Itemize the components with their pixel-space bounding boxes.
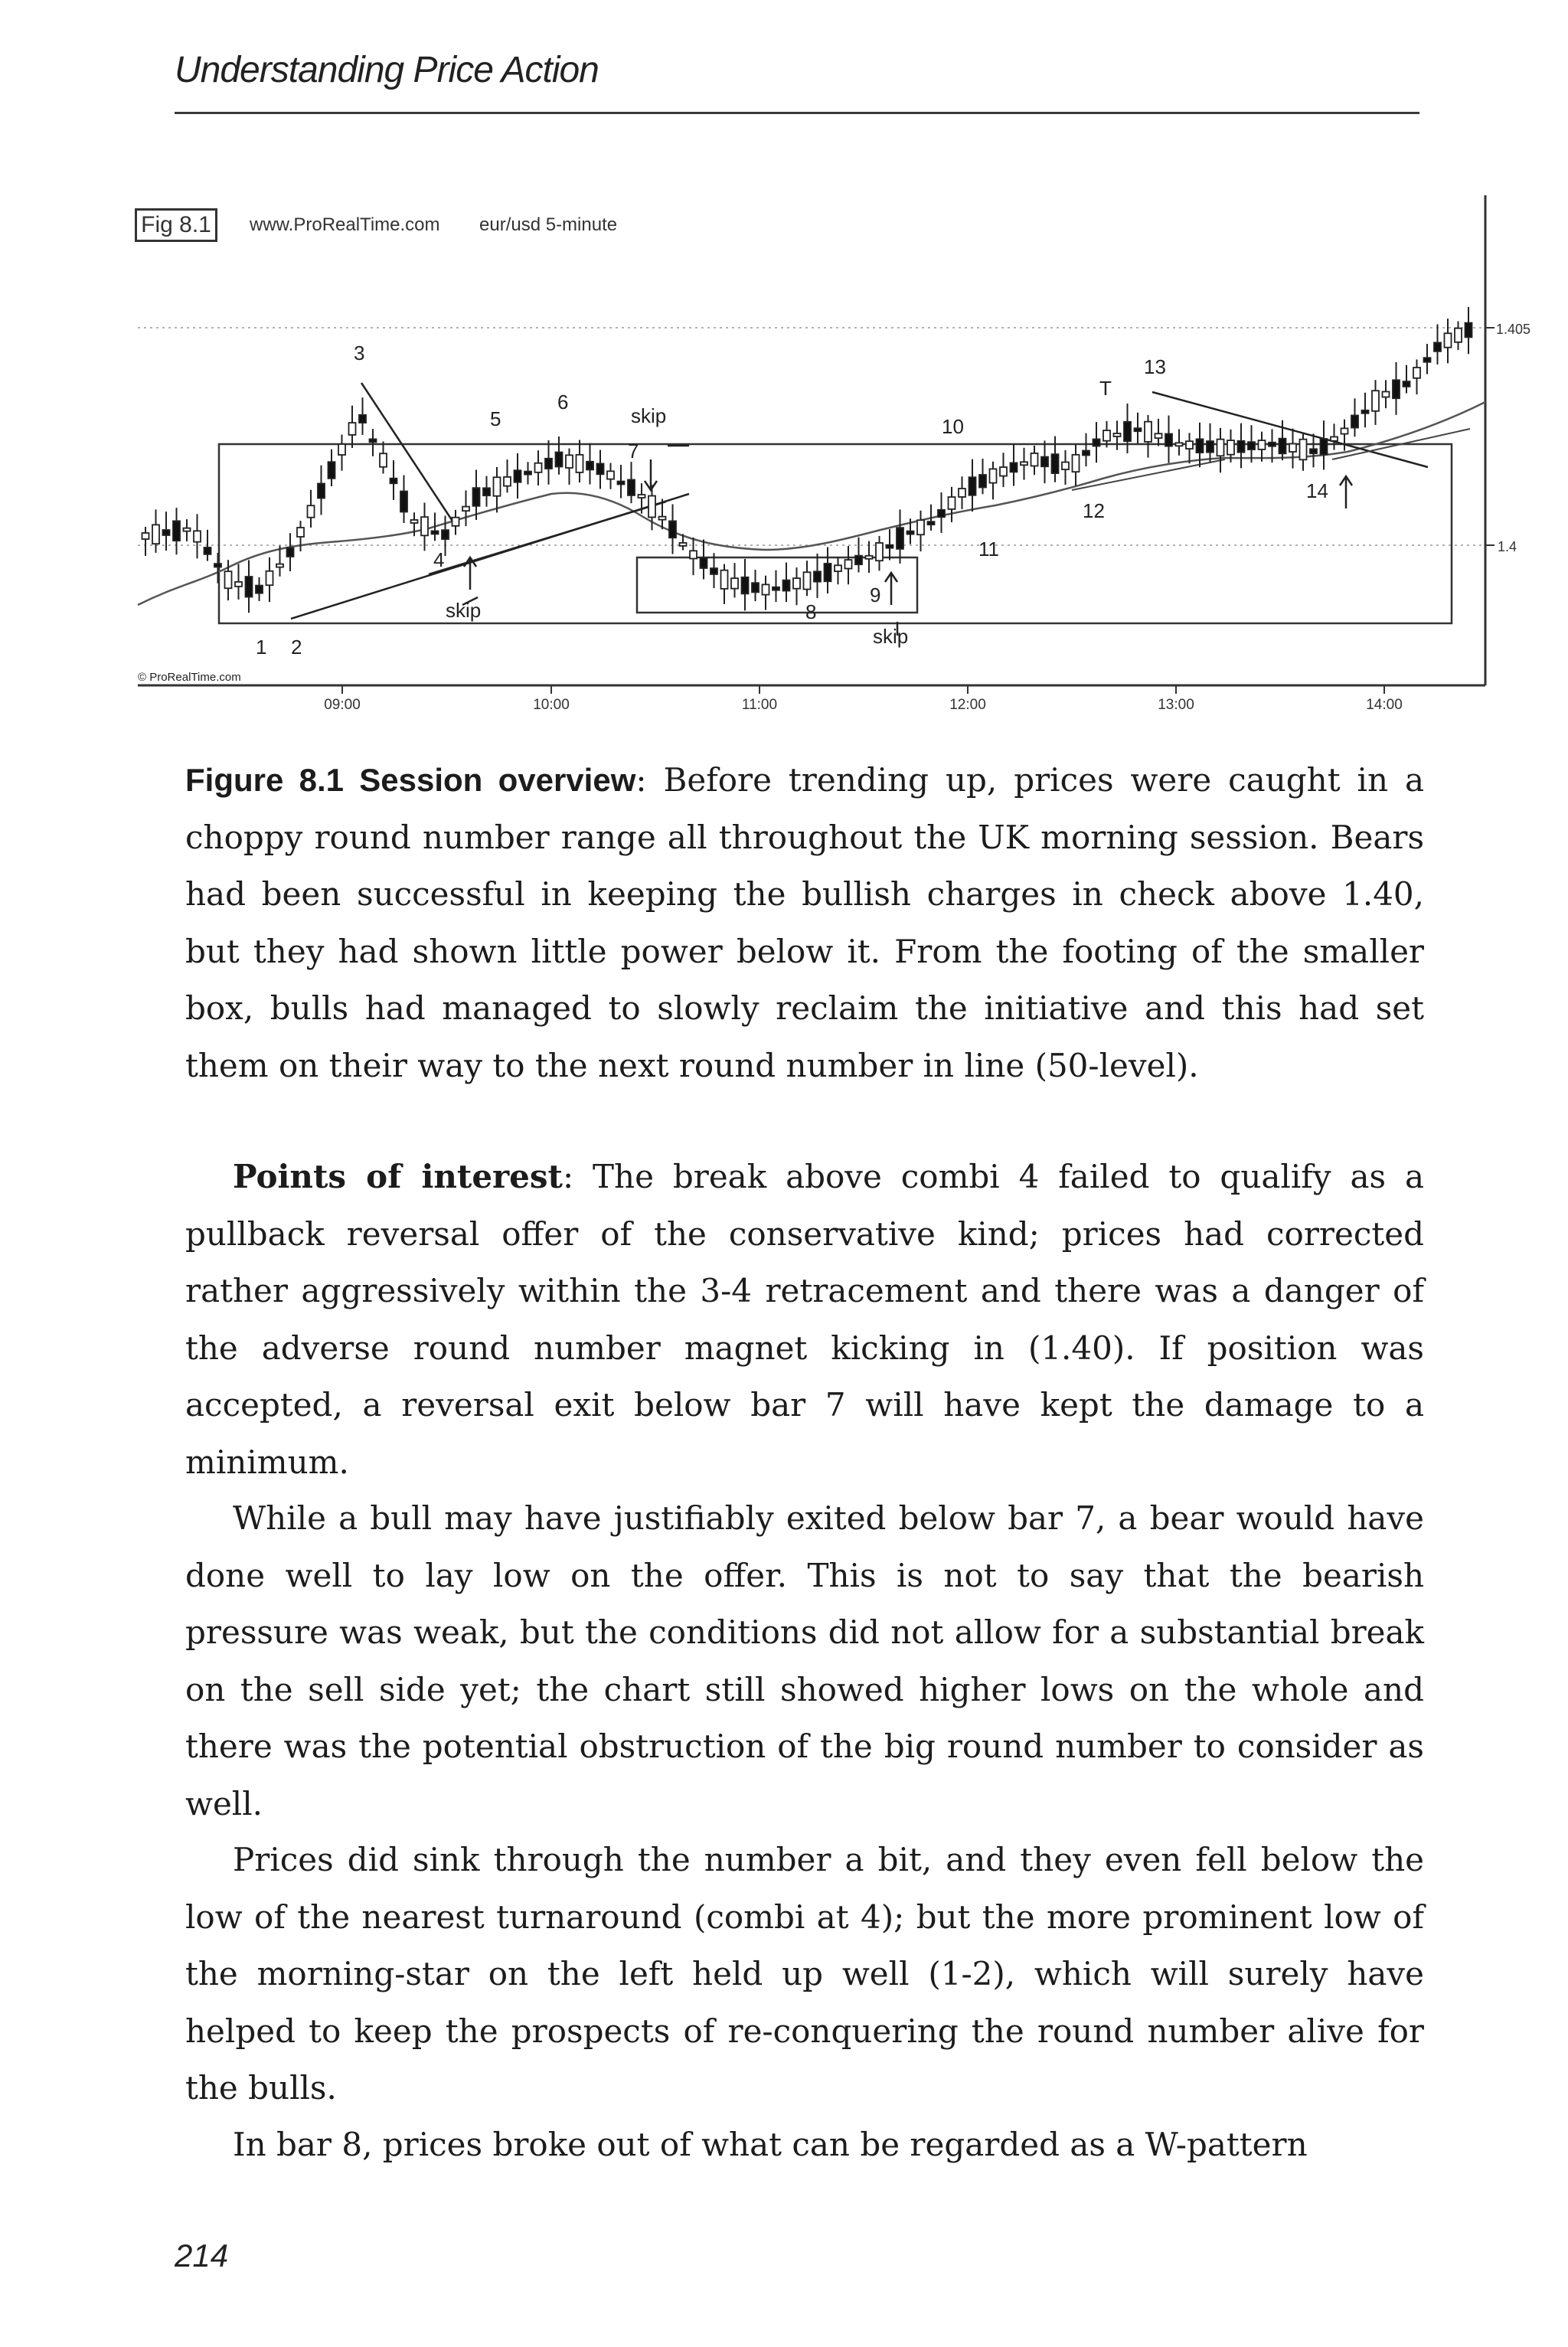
paragraph-bull-bear: While a bull may have justifiably exited below bar 7, a bear would have done well to lay low on the offer. This is not to say that the bearish pressure was weak, but the conditions did not allow for a substantial break on the sell side yet; the chart still showed higher lows on the whole and there was the potential obstruction of the big round number to consider as well. (185, 1499, 1424, 1822)
paragraph-points-of-interest (185, 1149, 1424, 1491)
candle-body-bullish (835, 565, 841, 571)
candle-body-bullish (494, 477, 501, 495)
annotation-label: 10 (942, 415, 964, 438)
candle-body-bearish (359, 415, 366, 423)
candle-body-bearish (938, 510, 945, 517)
candle-body-bearish (1165, 434, 1172, 446)
candle-body-bearish (400, 492, 407, 512)
candle-body-bullish (338, 444, 345, 455)
candle-body-bearish (214, 564, 221, 567)
candle-body-bearish (514, 470, 521, 482)
candle-body-bullish (1331, 436, 1338, 440)
candle-body-bearish (173, 521, 180, 541)
candle-body-bearish (204, 548, 211, 554)
candle-body-bearish (1403, 381, 1410, 387)
candle-body-bearish (783, 580, 790, 591)
trendline-12 (1072, 459, 1225, 490)
annotation-skip: skip (631, 404, 667, 427)
candle-body-bullish (1176, 443, 1183, 446)
trendline-3-4 (361, 383, 456, 527)
candle-body-bullish (152, 525, 159, 544)
annotation-label: 5 (490, 407, 501, 430)
candle-body-bullish (876, 543, 883, 561)
annotation-label: 3 (354, 342, 365, 364)
annotation-label: 13 (1144, 355, 1166, 378)
candle-body-bearish (855, 556, 862, 565)
price-tick-label: 1.405 (1496, 322, 1531, 337)
candle-body-bullish (142, 533, 149, 539)
candle-body-bearish (618, 482, 625, 485)
paragraph-round-number: Prices did sink through the number a bit, and they even fell below the low of the nearest turnaround (combi at 4); but the more prominent low of the morning-star on the left held up well (1-2), which will surely have helped to keep the prospects of re-conquering the round number alive for the bulls. (185, 1841, 1424, 2107)
annotation-label: 2 (291, 636, 302, 659)
candle-body-bearish (318, 483, 325, 498)
time-tick-label: 11:00 (741, 697, 778, 713)
candle-body-bearish (1124, 422, 1131, 441)
annotation-label: 9 (870, 583, 881, 606)
candle-body-bearish (1269, 443, 1276, 446)
candle-body-bearish (473, 488, 480, 506)
candle-body-bullish (452, 518, 459, 526)
candle-body-bullish (804, 572, 811, 589)
candle-body-bullish (949, 497, 956, 509)
candle-body-bearish (256, 586, 263, 593)
candle-body-bullish (535, 463, 542, 472)
annotation-label: 6 (557, 391, 569, 414)
candle-body-bearish (710, 568, 717, 574)
time-tick-label: 12:00 (949, 697, 986, 713)
candle-body-bearish (1321, 439, 1328, 454)
candle-body-bearish (1093, 439, 1100, 446)
candle-body-bullish (225, 571, 232, 588)
chart-annotations (138, 342, 1328, 684)
candle-body-bullish (462, 507, 469, 512)
figure-badge: Fig 8.1 (135, 208, 217, 242)
candle-body-bearish (370, 439, 377, 442)
candle-body-bearish (1197, 439, 1204, 453)
time-axis (324, 685, 1403, 713)
candle-body-bullish (1217, 440, 1224, 456)
paragraph-bar-8: In bar 8, prices broke out of what can be regarded as a W-pattern (233, 2126, 1308, 2163)
candle-body-bearish (814, 571, 821, 581)
time-tick-label: 09:00 (324, 697, 361, 713)
candle-body-bullish (1445, 333, 1452, 347)
arrow-up-icon (464, 557, 476, 590)
candle-body-bullish (1227, 440, 1234, 455)
annotation-skip: skip (446, 599, 482, 622)
candle-body-bearish (1083, 451, 1089, 456)
candle-body-bullish (308, 505, 315, 518)
candle-body-bearish (483, 488, 490, 495)
candle-body-bullish (1155, 433, 1162, 438)
candle-body-bullish (648, 496, 655, 518)
annotation-label: 7 (628, 440, 639, 463)
chart-watermark: © ProRealTime.com (138, 671, 241, 684)
candle-body-bullish (276, 564, 283, 567)
candle-body-bearish (1310, 449, 1317, 453)
candle-body-bullish (349, 423, 356, 435)
candle-body-bearish (556, 453, 563, 467)
candlestick-series (142, 307, 1472, 613)
annotation-label: 1 (256, 636, 267, 659)
candle-body-bearish (163, 530, 170, 535)
candle-body-bullish (577, 455, 583, 472)
candle-body-bearish (1041, 457, 1048, 467)
candle-body-bullish (990, 469, 997, 482)
arrow-up-icon (1340, 476, 1352, 508)
candle-body-bullish (235, 582, 242, 587)
candle-body-bullish (1341, 428, 1348, 433)
candle-body-bullish (1372, 391, 1379, 411)
price-chart (0, 0, 1568, 735)
time-tick-label: 10:00 (533, 697, 570, 713)
figure-caption (185, 752, 1424, 1094)
candle-body-bullish (421, 517, 428, 535)
candle-body-bullish (1300, 440, 1307, 460)
candle-body-bearish (328, 462, 335, 479)
candle-body-bullish (297, 528, 304, 537)
candle-body-bullish (1000, 467, 1007, 476)
annotation-label: 11 (978, 538, 999, 561)
candle-body-bearish (390, 479, 397, 484)
annotation-label: 14 (1306, 479, 1328, 502)
page-number: 214 (175, 2237, 229, 2273)
candle-body-bullish (866, 556, 873, 559)
candle-body-bearish (1465, 323, 1472, 338)
candle-body-bullish (566, 455, 573, 468)
candle-body-bearish (928, 521, 935, 525)
candle-body-bearish (246, 577, 253, 597)
candle-body-bearish (979, 475, 986, 488)
candle-body-bullish (1114, 433, 1121, 436)
candle-body-bullish (959, 489, 965, 497)
time-tick-label: 13:00 (1158, 697, 1194, 713)
time-tick-label: 14:00 (1366, 697, 1403, 713)
candle-body-bullish (1073, 455, 1080, 472)
candle-body-bearish (825, 564, 831, 581)
candle-body-bullish (659, 517, 666, 520)
candle-body-bullish (763, 584, 769, 594)
annotation-skip: skip (873, 625, 909, 648)
candle-body-bullish (1455, 329, 1462, 342)
candle-body-bearish (586, 462, 593, 470)
candle-body-bullish (1103, 430, 1110, 441)
candle-body-bullish (607, 471, 614, 479)
candle-body-bullish (845, 560, 852, 568)
candle-body-bearish (1011, 463, 1018, 472)
annotation-label: T (1099, 377, 1112, 400)
figure-8-1 (0, 0, 1568, 735)
caption-text: : Before trending up, prices were caught in a choppy round number range all throughout the UK morning session. Bears had been successful in keeping the bullish charges in check above 1.40, but they had shown little power below it. From the footing of the smaller box, bulls had managed to slowly reclaim the initiative and this had set them on their way to the next round number in line (50-level). (185, 761, 1425, 1084)
candle-body-bullish (411, 520, 418, 523)
candle-body-bullish (680, 543, 687, 546)
candle-body-bullish (1145, 422, 1152, 442)
candle-body-bearish (1207, 441, 1214, 453)
candle-body-bullish (380, 453, 387, 467)
candle-body-bearish (1052, 454, 1059, 473)
annotation-label: 8 (805, 600, 817, 623)
candle-body-bearish (545, 459, 552, 469)
candle-body-bullish (1062, 463, 1069, 470)
candle-body-bearish (1434, 342, 1441, 351)
candle-body-bearish (628, 479, 635, 495)
candle-body-bearish (669, 521, 676, 538)
candle-body-bullish (793, 578, 800, 589)
candle-body-bearish (1238, 441, 1245, 453)
candle-body-bullish (1259, 440, 1266, 449)
candle-body-bearish (1135, 428, 1142, 431)
candle-body-bearish (442, 530, 449, 539)
running-head: Understanding Price Action (175, 50, 599, 90)
candle-body-bearish (701, 557, 707, 568)
candle-body-bearish (1424, 358, 1431, 362)
figure-instrument: eur/usd 5-minute (479, 214, 618, 235)
candle-body-bullish (504, 477, 511, 486)
paragraph-label: Points of interest (233, 1158, 563, 1195)
candle-body-bearish (742, 577, 749, 594)
candle-body-bearish (432, 531, 439, 534)
candle-body-bullish (1186, 441, 1193, 449)
candle-body-bearish (1248, 442, 1255, 449)
paragraph-text: : The break above combi 4 failed to qualify as a pullback reversal offer of the conservative kind; prices had corrected rather aggressively within the 3-4 retracement and there was a danger of the adverse round number magnet kicking in (1.40). If position was accepted, a reversal exit below bar 7 will have kept the damage to a minimum. (185, 1158, 1424, 1481)
candle-body-bullish (1383, 391, 1390, 397)
candle-body-bearish (597, 463, 604, 474)
candle-body-bearish (1362, 410, 1369, 414)
candle-body-bullish (731, 578, 738, 588)
candle-body-bearish (287, 548, 294, 557)
candle-body-bearish (752, 583, 759, 592)
caption-label: Figure 8.1 Session overview (185, 762, 636, 798)
candle-body-bullish (1031, 453, 1038, 466)
candle-body-bullish (721, 570, 728, 589)
candle-body-bearish (1351, 415, 1358, 427)
candle-body-bullish (690, 551, 697, 558)
candle-body-bearish (524, 472, 531, 475)
candle-body-bullish (184, 528, 191, 531)
price-tick-label: 1.4 (1498, 539, 1517, 554)
candle-body-bearish (1279, 439, 1286, 454)
candle-body-bullish (266, 571, 273, 585)
figure-source: www.ProRealTime.com (250, 214, 440, 235)
candle-body-bearish (887, 545, 893, 548)
candle-body-bearish (1393, 380, 1400, 398)
candle-body-bullish (1021, 462, 1027, 465)
candle-body-bullish (917, 520, 924, 534)
annotation-label: 12 (1083, 499, 1105, 522)
annotation-label: 4 (433, 548, 445, 571)
arrow-down-icon (645, 459, 657, 490)
candle-body-bullish (194, 531, 201, 541)
candle-body-bullish (639, 495, 645, 498)
candle-body-bearish (773, 587, 779, 590)
candle-body-bearish (969, 477, 976, 495)
trendline-4-7 (429, 502, 666, 574)
candle-body-bearish (897, 528, 903, 549)
candle-body-bearish (907, 531, 914, 534)
candle-body-bullish (1289, 443, 1296, 452)
candle-body-bullish (1413, 368, 1420, 378)
